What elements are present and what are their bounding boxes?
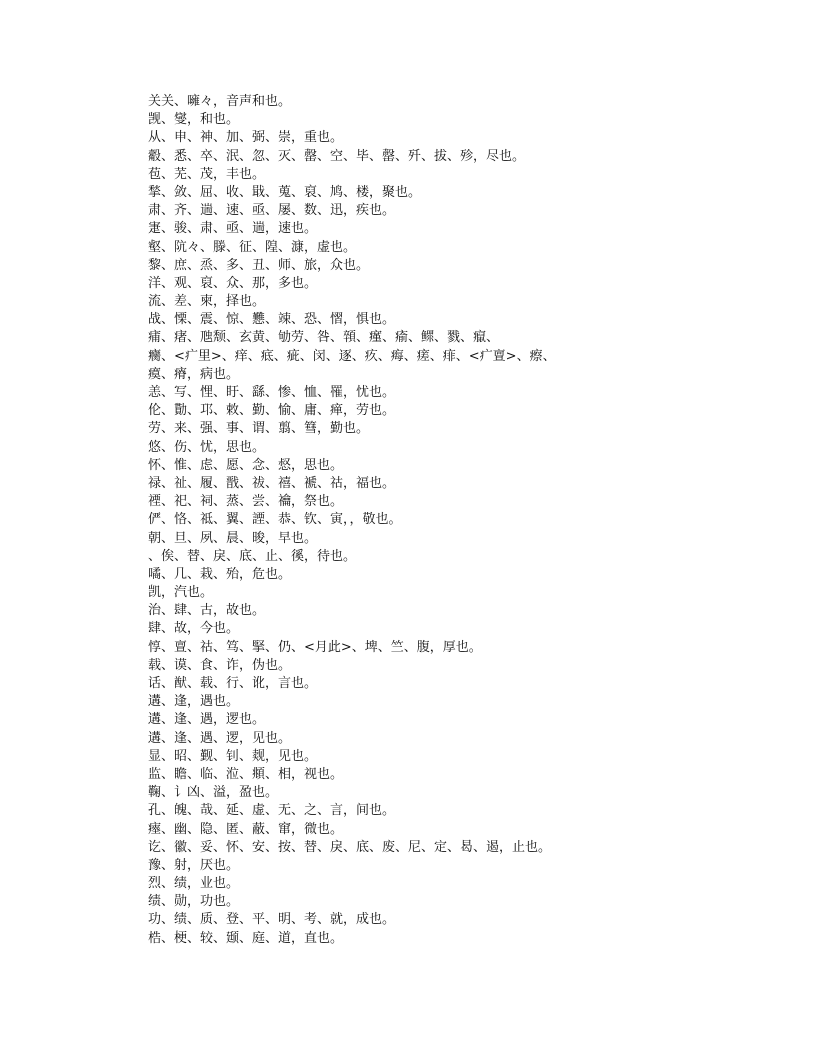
text-line: 流、差、柬，择也。 — [148, 294, 266, 310]
text-line: 功、绩、质、登、平、明、考、就，成也。 — [148, 912, 396, 928]
text-line: 关关、噰々，音声和也。 — [148, 94, 292, 109]
text-line: 俨、恪、祗、翼、諲、恭、钦、寅，，敬也。 — [148, 512, 402, 528]
text-line: 从、申、神、加、弼、崇，重也。 — [148, 130, 344, 146]
text-line: 瘼、瘠，病也。 — [148, 366, 240, 382]
text-line: 怀、惟、虑、愿、念、惄，思也。 — [148, 457, 344, 473]
text-line: 劳、来、强、事、谓、翦、篲，勤也。 — [148, 421, 370, 437]
text-line: 肆、故，今也。 — [148, 621, 240, 637]
text-line: 豫、射，厌也。 — [148, 857, 240, 873]
text-line: 战、慄、震、惊、戁、竦、恐、慴，惧也。 — [148, 312, 396, 328]
text-line: 噊、几、栽、殆，危也。 — [148, 566, 292, 582]
text-line: 禋、祀、祠、蒸、尝、禴，祭也。 — [148, 494, 344, 510]
text-line: 恙、写、悝、盱、繇、惨、恤、罹，忧也。 — [148, 385, 396, 400]
text-line: 显、昭、觐、钊、觌，见也。 — [148, 748, 318, 764]
text-line: 孔、魄、哉、延、虚、无、之、言，间也。 — [148, 803, 396, 819]
text-line: 、俟、替、戾、底、止、徯，待也。 — [148, 548, 357, 564]
text-line: 遘、逢、遇、逻，见也。 — [148, 730, 292, 746]
text-line: 觳、悉、卒、泯、忽、灭、罄、空、毕、罄、歼、拔、殄，尽也。 — [148, 148, 526, 164]
text-line: 治、肆、古，故也。 — [148, 603, 266, 619]
text-line: 鞠、讠凶、溢，盈也。 — [148, 785, 279, 801]
text-line: 禄、祉、履、戬、祓、禧、褫、祜，福也。 — [148, 475, 396, 491]
text-line: 寁、骏、肃、亟、遄，速也。 — [148, 221, 318, 237]
text-line: 讫、徽、妥、怀、安、按、替、戾、底、废、尼、定、曷、遏，止也。 — [148, 839, 552, 855]
text-line: 伦、勩、邛、敕、勤、愉、庸、瘅，劳也。 — [148, 403, 396, 419]
text-line: 瘞、幽、隐、匿、蔽、窜，微也。 — [148, 821, 344, 837]
text-line: 监、瞻、临、涖、頫、相，视也。 — [148, 766, 344, 782]
text-line: 黎、庶、烝、多、丑、师、旅，众也。 — [148, 257, 370, 273]
text-line: 壑、阬々、滕、征、隍、漮，虚也。 — [148, 239, 357, 255]
text-line: 惇、亶、祜、笃、掔、仍、<月此>、埤、竺、腹，厚也。 — [148, 639, 482, 655]
text-line: 洋、观、裒、众、那，多也。 — [148, 275, 318, 291]
text-line: 觊、燮，和也。 — [148, 112, 240, 128]
text-line: 遘、逢，遇也。 — [148, 694, 240, 710]
text-line: 梏、梗、较、颋、庭、道，直也。 — [148, 930, 344, 946]
text-line: 癵、<疒里>、痒、疷、疵、闵、逐、疚、痗、瘥、痱、<疒亶>、瘵、 — [148, 348, 556, 364]
text-line: 话、猷、载、行、讹，言也。 — [148, 676, 318, 691]
text-line: 悠、伤、忧，思也。 — [148, 439, 266, 455]
text-line: 绩、勋，功也。 — [148, 894, 240, 910]
text-line: 遘、逢、遇，逻也。 — [148, 712, 266, 728]
text-line: 朝、旦、夙、晨、晙，早也。 — [148, 530, 318, 546]
text-line: 痡、瘏、虺颓、玄黄、劬劳、咎、顇、瘽、瘉、鳏、戮、癙、 — [148, 330, 500, 346]
text-line: 苞、芜、茂，丰也。 — [148, 166, 266, 182]
text-line: 载、谟、食、诈，伪也。 — [148, 657, 292, 673]
document-body — [148, 93, 788, 948]
text-line: 凯，汽也。 — [148, 585, 214, 601]
text-line: 烈、绩，业也。 — [148, 876, 240, 892]
text-line: 肃、齐、遄、速、亟、屡、数、迅，疾也。 — [148, 203, 396, 219]
text-line: 揫、敛、屈、收、戢、蒐、裒、鸠、楼，聚也。 — [148, 184, 422, 200]
